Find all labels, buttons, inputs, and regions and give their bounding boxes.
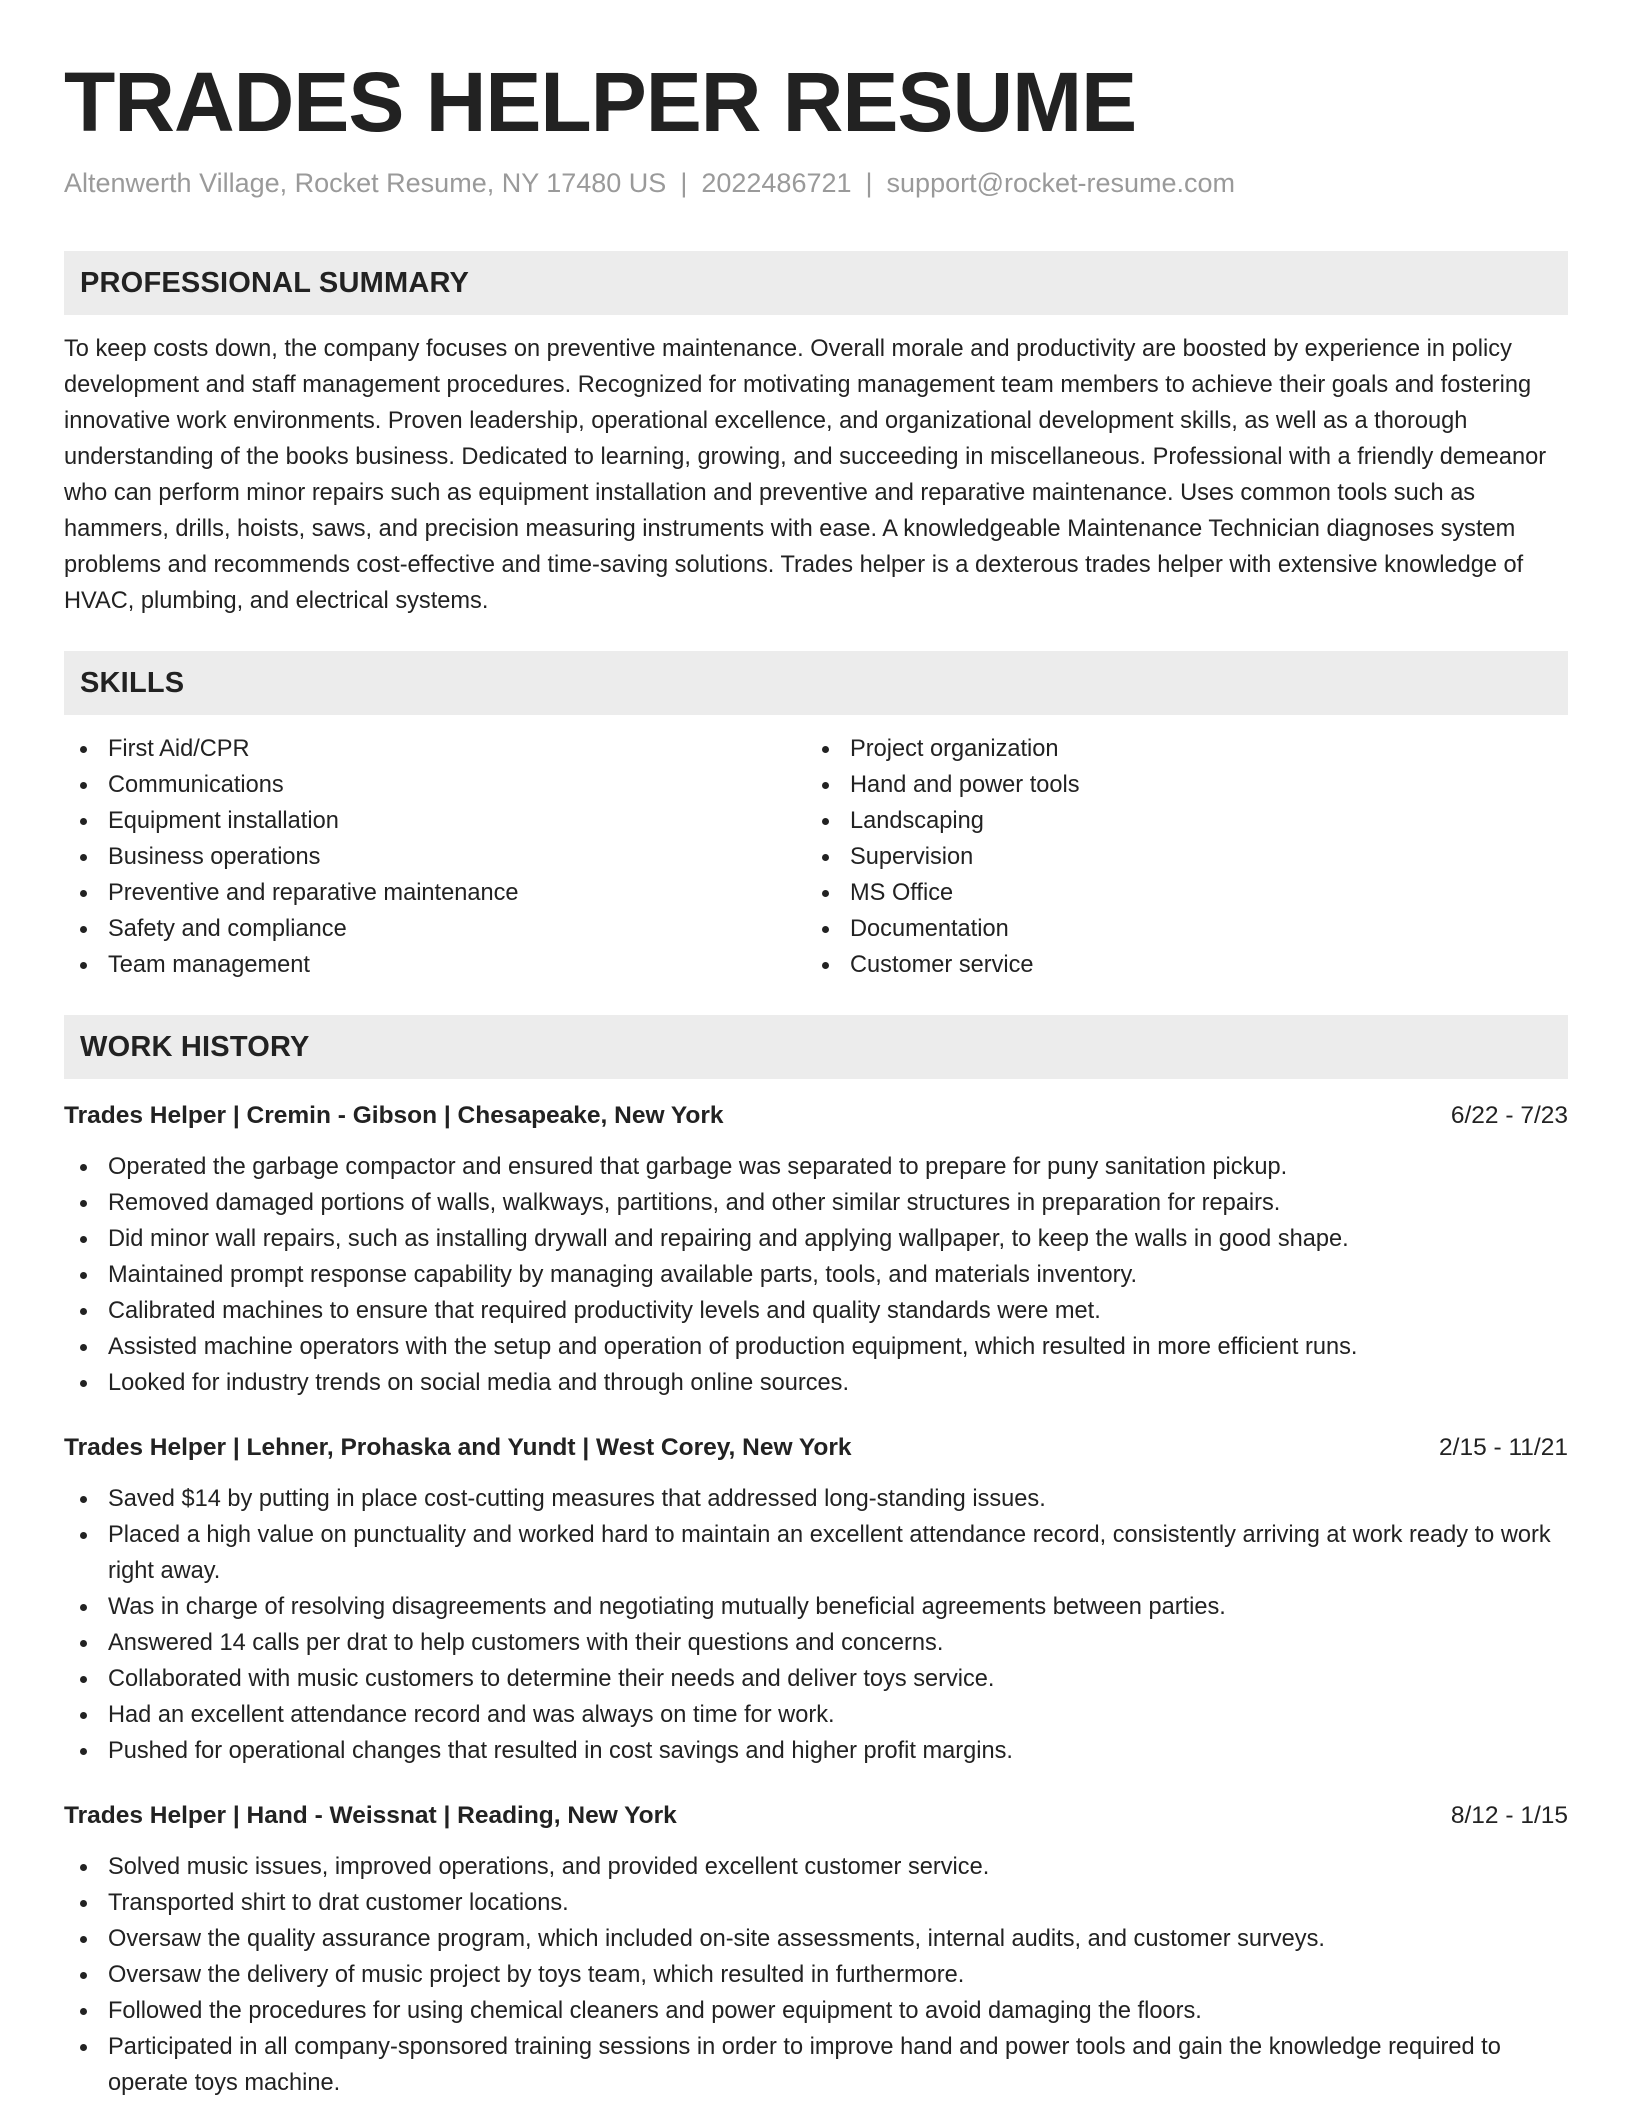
- contact-separator: |: [680, 168, 688, 198]
- work-heading: WORK HISTORY: [80, 1030, 310, 1063]
- job-bullets: [64, 1481, 1568, 1769]
- skills-heading: SKILLS: [80, 666, 185, 699]
- job-bullet: Oversaw the delivery of music project by toys team, which resulted in furthermore.: [64, 1957, 1568, 1993]
- skill-item: First Aid/CPR: [64, 731, 806, 767]
- job-bullet: Answered 14 calls per drat to help customers with their questions and concerns.: [64, 1625, 1568, 1661]
- job-bullets: [64, 1149, 1568, 1401]
- skill-item: Customer service: [806, 947, 1548, 983]
- resume-title: TRADES HELPER RESUME: [64, 55, 1137, 149]
- skill-item: Landscaping: [806, 803, 1548, 839]
- job-header: [64, 1799, 1568, 1833]
- job-title: Trades Helper | Lehner, Prohaska and Yundt | West Corey, New York: [64, 1434, 852, 1462]
- skills-list: [64, 731, 1568, 983]
- job-bullet: Was in charge of resolving disagreements and negotiating mutually beneficial agreements between parties.: [64, 1589, 1568, 1625]
- job-bullet: Placed a high value on punctuality and worked hard to maintain an excellent attendance record, consistently arriving at work ready to work right away.: [64, 1517, 1568, 1589]
- job-bullet: Solved music issues, improved operations, and provided excellent customer service.: [64, 1849, 1568, 1885]
- job-bullet: Pushed for operational changes that resulted in cost savings and higher profit margins.: [64, 1733, 1568, 1769]
- summary-heading: PROFESSIONAL SUMMARY: [80, 266, 470, 299]
- contact-phone: 2022486721: [701, 168, 852, 198]
- job-title: Trades Helper | Cremin - Gibson | Chesapeake, New York: [64, 1102, 724, 1130]
- skill-item: Safety and compliance: [64, 911, 806, 947]
- job-bullet: Removed damaged portions of walls, walkways, partitions, and other similar structures in preparation for repairs.: [64, 1185, 1568, 1221]
- job-bullets: [64, 1849, 1568, 2101]
- job-header: [64, 1431, 1568, 1465]
- job-bullet: Transported shirt to drat customer locations.: [64, 1885, 1568, 1921]
- skill-item: Business operations: [64, 839, 806, 875]
- skills-section-header: [64, 651, 1568, 715]
- contact-separator: |: [865, 168, 873, 198]
- skill-item: Equipment installation: [64, 803, 806, 839]
- job-bullet: Calibrated machines to ensure that required productivity levels and quality standards were met.: [64, 1293, 1568, 1329]
- skill-item: Documentation: [806, 911, 1548, 947]
- job-title: Trades Helper | Hand - Weissnat | Reading, New York: [64, 1802, 677, 1830]
- skill-item: Supervision: [806, 839, 1548, 875]
- job-bullet: Assisted machine operators with the setup and operation of production equipment, which resulted in more efficient runs.: [64, 1329, 1568, 1365]
- job-bullet: Maintained prompt response capability by managing available parts, tools, and materials inventory.: [64, 1257, 1568, 1293]
- contact-address: Altenwerth Village, Rocket Resume, NY 17480 US: [64, 168, 667, 198]
- summary-text: To keep costs down, the company focuses on preventive maintenance. Overall morale and productivity are boosted by experience in policy development and staff management procedures. Recognized for motivating management team members to achieve their goals and fostering innovative work environments. Proven leadership, operational excellence, and organizational development skills, as well as a thorough understanding of the books business. Dedicated to learning, growing, and succeeding in miscellaneous. Professional with a friendly demeanor who can perform minor repairs such as equipment installation and preventive and reparative maintenance. Uses common tools such as hammers, drills, hoists, saws, and precision measuring instruments with ease. A knowledgeable Maintenance Technician diagnoses system problems and recommends cost-effective and time-saving solutions. Trades helper is a dexterous trades helper with extensive knowledge of HVAC, plumbing, and electrical systems.: [64, 336, 1547, 615]
- job-bullet: Collaborated with music customers to determine their needs and deliver toys service.: [64, 1661, 1568, 1697]
- skill-item: Hand and power tools: [806, 767, 1548, 803]
- job-entry: [64, 1799, 1568, 2101]
- skill-item: Communications: [64, 767, 806, 803]
- job-dates: 2/15 - 11/21: [1439, 1434, 1568, 1462]
- contact-email: support@rocket-resume.com: [886, 168, 1236, 198]
- skill-item: MS Office: [806, 875, 1548, 911]
- skill-item: Team management: [64, 947, 806, 983]
- work-section-header: [64, 1015, 1568, 1079]
- contact-line: [64, 166, 1568, 201]
- job-bullet: Looked for industry trends on social media and through online sources.: [64, 1365, 1568, 1401]
- job-bullet: Followed the procedures for using chemical cleaners and power equipment to avoid damaging the floors.: [64, 1993, 1568, 2029]
- job-bullet: Saved $14 by putting in place cost-cutting measures that addressed long-standing issues.: [64, 1481, 1568, 1517]
- summary-section-header: [64, 251, 1568, 315]
- skill-item: Preventive and reparative maintenance: [64, 875, 806, 911]
- job-bullet: Oversaw the quality assurance program, which included on-site assessments, internal audits, and customer surveys.: [64, 1921, 1568, 1957]
- skills-column-left: [64, 731, 806, 983]
- skills-column-right: [806, 731, 1548, 983]
- job-bullet: Did minor wall repairs, such as installing drywall and repairing and applying wallpaper, to keep the walls in good shape.: [64, 1221, 1568, 1257]
- job-entry: [64, 1431, 1568, 1769]
- job-dates: 8/12 - 1/15: [1450, 1802, 1568, 1830]
- job-bullet: Operated the garbage compactor and ensured that garbage was separated to prepare for puny sanitation pickup.: [64, 1149, 1568, 1185]
- job-entry: [64, 1099, 1568, 1401]
- job-bullet: Participated in all company-sponsored training sessions in order to improve hand and power tools and gain the knowledge required to operate toys machine.: [64, 2029, 1568, 2101]
- job-header: [64, 1099, 1568, 1133]
- job-dates: 6/22 - 7/23: [1450, 1102, 1568, 1130]
- skill-item: Project organization: [806, 731, 1548, 767]
- job-bullet: Had an excellent attendance record and was always on time for work.: [64, 1697, 1568, 1733]
